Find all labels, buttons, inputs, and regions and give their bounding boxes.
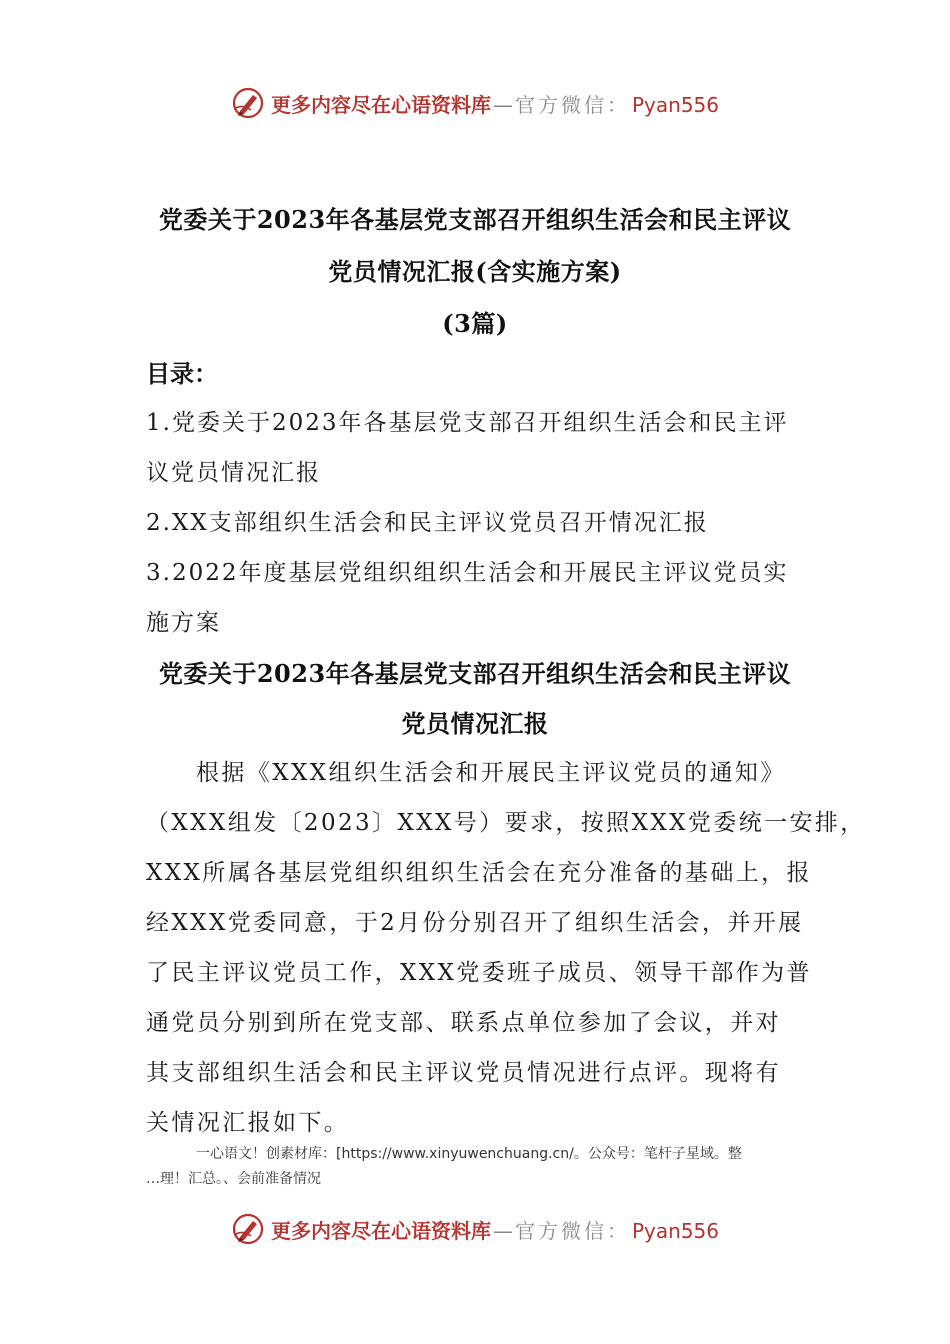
paragraph-line: 根据《XXX组织生活会和开展民主评议党员的通知》 [196, 760, 786, 786]
toc-label: 目录： [146, 359, 218, 388]
banner-main-text: 更多内容尽在心语资料库 [270, 92, 491, 117]
toc-item: 1.党委关于2023年各基层党支部召开组织生活会和民主评 [146, 410, 789, 436]
header-banner [0, 78, 950, 128]
paragraph-line: 其支部组织生活会和民主评议党员情况进行点评。现将有 [146, 1060, 781, 1086]
paragraph-line: 关情况汇报如下。 [146, 1110, 350, 1136]
section-title-line-2: 党员情况汇报 [401, 709, 549, 738]
banner-wechat-id: Pyan556 [631, 1218, 719, 1243]
document-title-line-2: 党员情况汇报(含实施方案) [328, 257, 622, 286]
pen-circle-logo-icon [231, 1212, 265, 1246]
section-title-line-1: 党委关于2023年各基层党支部召开组织生活会和民主评议 [158, 659, 792, 688]
toc-item: 3.2022年度基层党组织组织生活会和开展民主评议党员实 [146, 560, 789, 586]
paragraph-line: （XXX组发〔2023〕XXX号）要求，按照XXX党委统一安排， [146, 810, 866, 836]
footnote-line-2: …理！汇总。、会前准备情况 [146, 1171, 321, 1187]
pen-circle-logo-icon [231, 86, 265, 120]
paragraph-line: 了民主评议党员工作，XXX党委班子成员、领导干部作为普 [146, 960, 812, 986]
footer-banner [0, 1204, 950, 1254]
footnote-line-1: 一心语文！创素材库：[https://www.xinyuwenchuang.cn/。公众号：笔杆子星域。整 [196, 1146, 742, 1162]
banner-main-text: 更多内容尽在心语资料库 [270, 1218, 491, 1243]
toc-item: 议党员情况汇报 [146, 460, 321, 486]
document-title-line-1: 党委关于2023年各基层党支部召开组织生活会和民主评议 [158, 205, 792, 234]
document-title-count: (3篇) [442, 309, 508, 338]
paragraph-line: XXX所属各基层党组织组织生活会在充分准备的基础上，报 [146, 860, 812, 886]
banner-wechat-label: 官方微信： [514, 1218, 630, 1243]
banner-wechat-label: 官方微信： [514, 92, 630, 117]
paragraph-line: 经XXX党委同意，于2月份分别召开了组织生活会，并开展 [146, 910, 804, 936]
toc-item: 施方案 [146, 610, 221, 636]
toc-item: 2.XX支部组织生活会和民主评议党员召开情况汇报 [146, 510, 709, 536]
banner-wechat-id: Pyan556 [631, 92, 719, 117]
paragraph-line: 通党员分别到所在党支部、联系点单位参加了会议，并对 [146, 1010, 781, 1036]
banner-separator: — [492, 1218, 513, 1243]
banner-separator: — [492, 92, 513, 117]
